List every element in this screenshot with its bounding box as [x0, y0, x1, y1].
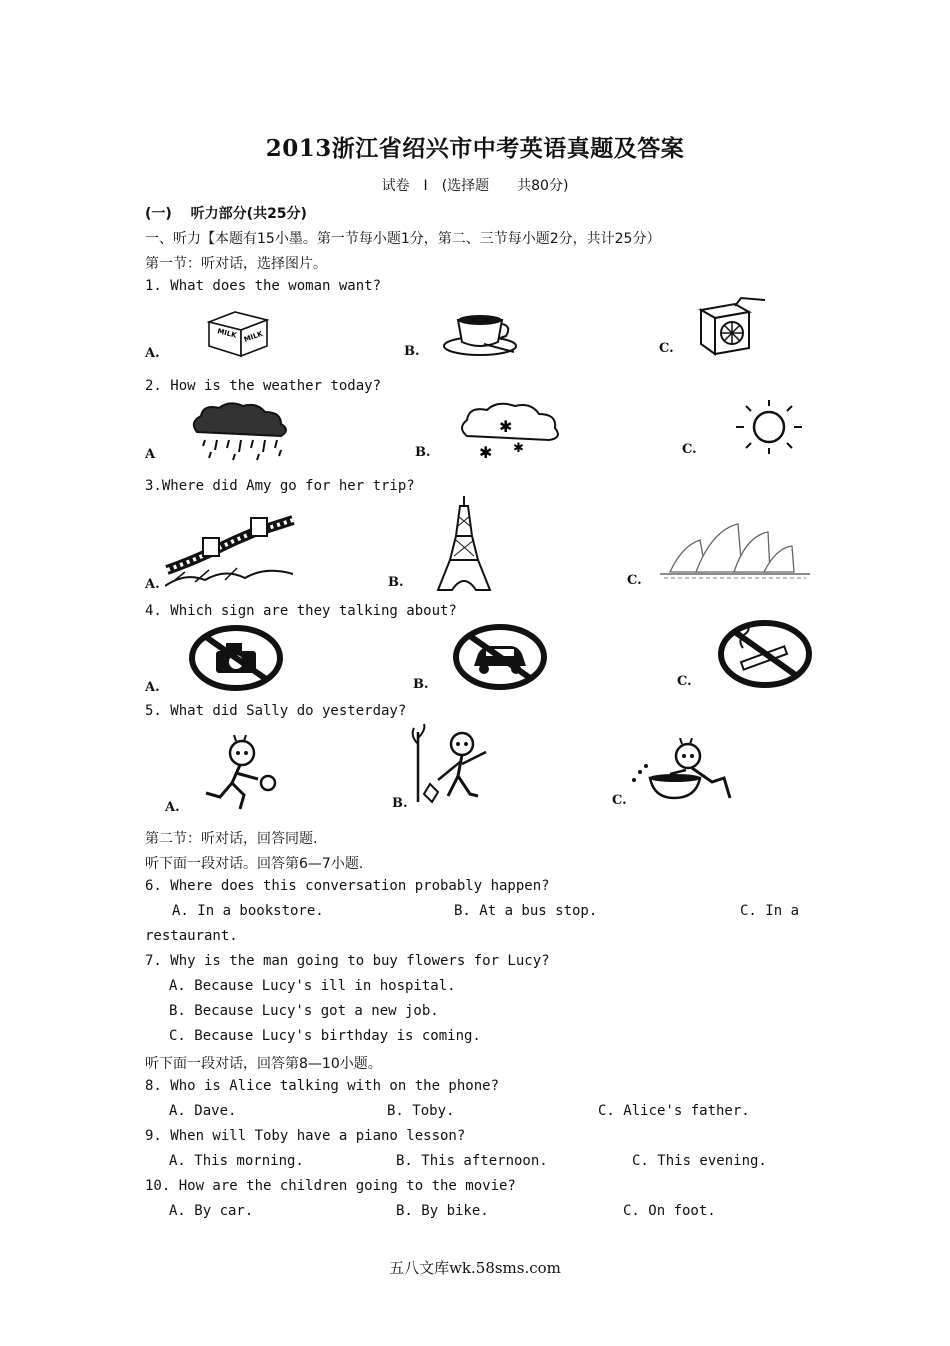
option-letter: C.: [682, 442, 697, 457]
great-wall-icon: [165, 510, 295, 588]
option-letter: A.: [145, 680, 160, 695]
q7-option-a: A. Because Lucy's ill in hospital.: [169, 978, 456, 994]
question-1: 1. What does the woman want?: [145, 278, 382, 294]
dialog1-intro: 听下面一段对话。回答第6—7小题.: [145, 856, 364, 872]
q10-option-b: B. By bike.: [396, 1203, 489, 1219]
part-intro: 一、听力【本题有15小墨。第一节每小题1分，第二、三节每小题2分，共计25分）: [145, 231, 661, 247]
juice-box-icon: [695, 296, 770, 356]
coffee-cup-icon: [440, 312, 520, 358]
q6-option-b: B. At a bus stop.: [454, 903, 598, 919]
carton-label: MILK: [216, 327, 238, 340]
option-letter: A.: [165, 800, 180, 815]
svg-text:✱: ✱: [499, 417, 513, 436]
eiffel-tower-icon: [436, 496, 492, 592]
svg-text:✱: ✱: [513, 441, 524, 456]
part2-heading: 第二节：听对话，回答同题.: [145, 831, 318, 847]
q6-option-c: C. In a: [740, 903, 800, 919]
sun-icon: [728, 398, 810, 456]
question-6: 6. Where does this conversation probably happen?: [145, 878, 550, 894]
q8-option-a: A. Dave.: [169, 1103, 237, 1119]
question-10: 10. How are the children going to the movie?: [145, 1178, 516, 1194]
footer-watermark: 五八文库wk.58sms.com: [389, 1259, 561, 1277]
q7-option-b: B. Because Lucy's got a new job.: [169, 1003, 439, 1019]
page-title: 2013浙江省绍兴市中考英语真题及答案: [265, 135, 685, 162]
section-heading: (一) 听力部分(共25分): [145, 206, 307, 222]
option-letter: B.: [404, 344, 420, 359]
option-letter: C.: [612, 793, 627, 808]
carton-label: MILK: [242, 329, 264, 344]
q10-option-c: C. On foot.: [623, 1203, 716, 1219]
option-letter: B.: [415, 445, 431, 460]
washing-icon: [630, 738, 736, 806]
q8-option-c: C. Alice's father.: [598, 1103, 750, 1119]
opera-house-icon: [660, 520, 810, 582]
question-5: 5. What did Sally do yesterday?: [145, 703, 407, 719]
option-letter: C.: [627, 573, 642, 588]
no-smoking-sign-icon: [717, 620, 813, 688]
option-letter: B.: [388, 575, 404, 590]
option-letter: A.: [145, 577, 160, 592]
q9-option-b: B. This afternoon.: [396, 1153, 548, 1169]
option-letter: C.: [659, 341, 674, 356]
rain-cloud-icon: [185, 400, 295, 464]
q6-option-a: A. In a bookstore.: [172, 903, 324, 919]
question-2: 2. How is the weather today?: [145, 378, 382, 394]
no-camera-sign-icon: [188, 625, 284, 691]
snow-cloud-icon: [455, 400, 565, 462]
q9-option-a: A. This morning.: [169, 1153, 304, 1169]
option-letter: B.: [413, 677, 429, 692]
question-4: 4. Which sign are they talking about?: [145, 603, 457, 619]
option-letter: B.: [392, 796, 408, 811]
option-letter: A.: [145, 346, 160, 361]
planting-tree-icon: [408, 722, 496, 808]
dialog2-intro: 听下面一段对话，回答第8—10小题。: [145, 1056, 382, 1072]
question-9: 9. When will Toby have a piano lesson?: [145, 1128, 466, 1144]
milk-carton-icon: [205, 308, 271, 358]
part1-heading: 第一节：听对话，选择图片。: [145, 256, 327, 272]
q7-option-c: C. Because Lucy's birthday is coming.: [169, 1028, 481, 1044]
paper-subtitle: 试卷 Ⅰ (选择题 共80分): [381, 178, 569, 194]
question-8: 8. Who is Alice talking with on the phone?: [145, 1078, 500, 1094]
option-letter: A: [145, 447, 156, 462]
playing-ball-icon: [196, 735, 282, 813]
q9-option-c: C. This evening.: [632, 1153, 767, 1169]
no-car-sign-icon: [452, 624, 548, 690]
svg-text:✱: ✱: [479, 443, 493, 462]
q8-option-b: B. Toby.: [387, 1103, 455, 1119]
q10-option-a: A. By car.: [169, 1203, 254, 1219]
q6-option-c-continued: restaurant.: [145, 928, 238, 944]
question-7: 7. Why is the man going to buy flowers for Lucy?: [145, 953, 550, 969]
option-letter: C.: [677, 674, 692, 689]
question-3: 3.Where did Amy go for her trip?: [145, 478, 415, 494]
